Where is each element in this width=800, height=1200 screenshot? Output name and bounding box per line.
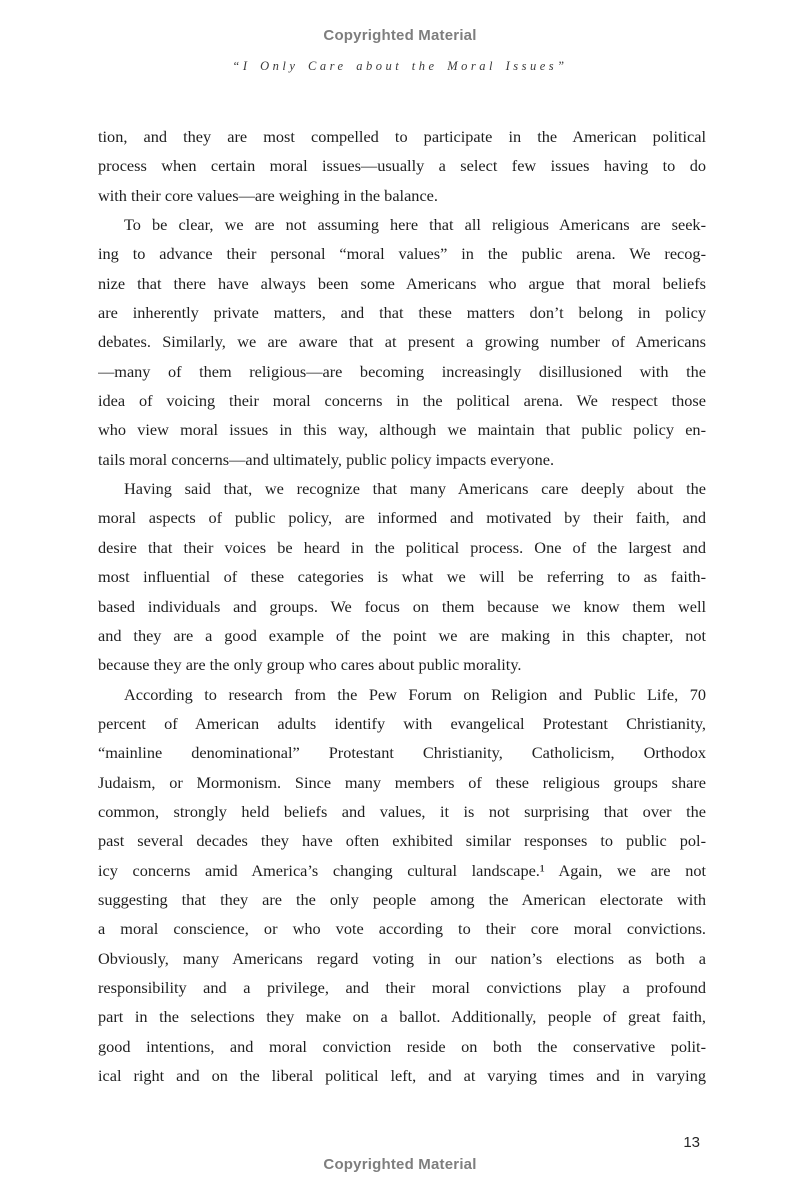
text-line: percent of American adults identify with evangelical Protestant Christianity, <box>98 713 706 733</box>
text-line: who view moral issues in this way, although we maintain that public policy en- <box>98 420 706 440</box>
text-line: moral aspects of public policy, are informed and motivated by their faith, and <box>98 508 706 528</box>
text-line: and they are a good example of the point we are making in this chapter, not <box>98 625 706 645</box>
text-line: ical right and on the liberal political left, and at varying times and in varying <box>98 1066 706 1085</box>
text-line: suggesting that they are the only people among the American electorate with <box>98 889 706 909</box>
text-line: “mainline denominational” Protestant Christianity, Catholicism, Orthodox <box>98 743 706 763</box>
text-line: Having said that, we recognize that many Americans care deeply about the <box>124 479 706 499</box>
text-line: past several decades they have often exhibited similar responses to public pol- <box>98 831 706 851</box>
text-line: —many of them religious—are becoming increasingly disillusioned with the <box>98 361 706 381</box>
text-line: To be clear, we are not assuming here that all religious Americans are seek- <box>124 215 706 235</box>
body-text <box>98 122 706 1090</box>
copyright-watermark-bottom: Copyrighted Material <box>323 1156 477 1173</box>
text-line: responsibility and a privilege, and their moral convictions play a profound <box>98 977 706 997</box>
text-line: debates. Similarly, we are aware that at present a growing number of Americans <box>98 332 706 352</box>
text-line: idea of voicing their moral concerns in the political arena. We respect those <box>98 391 706 411</box>
text-line: tion, and they are most compelled to participate in the American political <box>98 127 706 146</box>
text-line: a moral conscience, or who vote according to their core moral convictions. <box>98 919 706 939</box>
text-line: ing to advance their personal “moral values” in the public arena. We recog- <box>98 244 706 264</box>
text-line: common, strongly held beliefs and values, it is not surprising that over the <box>98 801 706 821</box>
copyright-watermark-top: Copyrighted Material <box>323 27 477 44</box>
text-line: icy concerns amid America’s changing cultural landscape.¹ Again, we are not <box>98 860 706 880</box>
text-line: process when certain moral issues—usually a select few issues having to do <box>98 156 706 176</box>
text-line: Obviously, many Americans regard voting in our nation’s elections as both a <box>98 948 706 968</box>
text-line: Judaism, or Mormonism. Since many members of these religious groups share <box>98 772 706 792</box>
page-number: 13 <box>683 1134 700 1151</box>
text-line: good intentions, and moral conviction reside on both the conservative polit- <box>98 1036 706 1056</box>
text-line: tails moral concerns—and ultimately, public policy impacts everyone. <box>98 449 555 469</box>
text-line: are inherently private matters, and that these matters don’t belong in policy <box>98 303 706 323</box>
text-line: based individuals and groups. We focus on them because we know them well <box>98 596 706 616</box>
text-line: According to research from the Pew Forum on Religion and Public Life, 70 <box>124 684 706 704</box>
text-line: most influential of these categories is what we will be referring to as faith- <box>98 567 706 587</box>
text-line: with their core values—are weighing in the balance. <box>98 185 438 205</box>
text-line: because they are the only group who cares about public morality. <box>98 655 522 675</box>
running-head-chapter-title: “I Only Care about the Moral Issues” <box>232 59 568 73</box>
text-line: desire that their voices be heard in the political process. One of the largest and <box>98 537 706 557</box>
text-line: nize that there have always been some Americans who argue that moral beliefs <box>98 273 706 293</box>
text-line: part in the selections they make on a ballot. Additionally, people of great faith, <box>98 1007 706 1027</box>
